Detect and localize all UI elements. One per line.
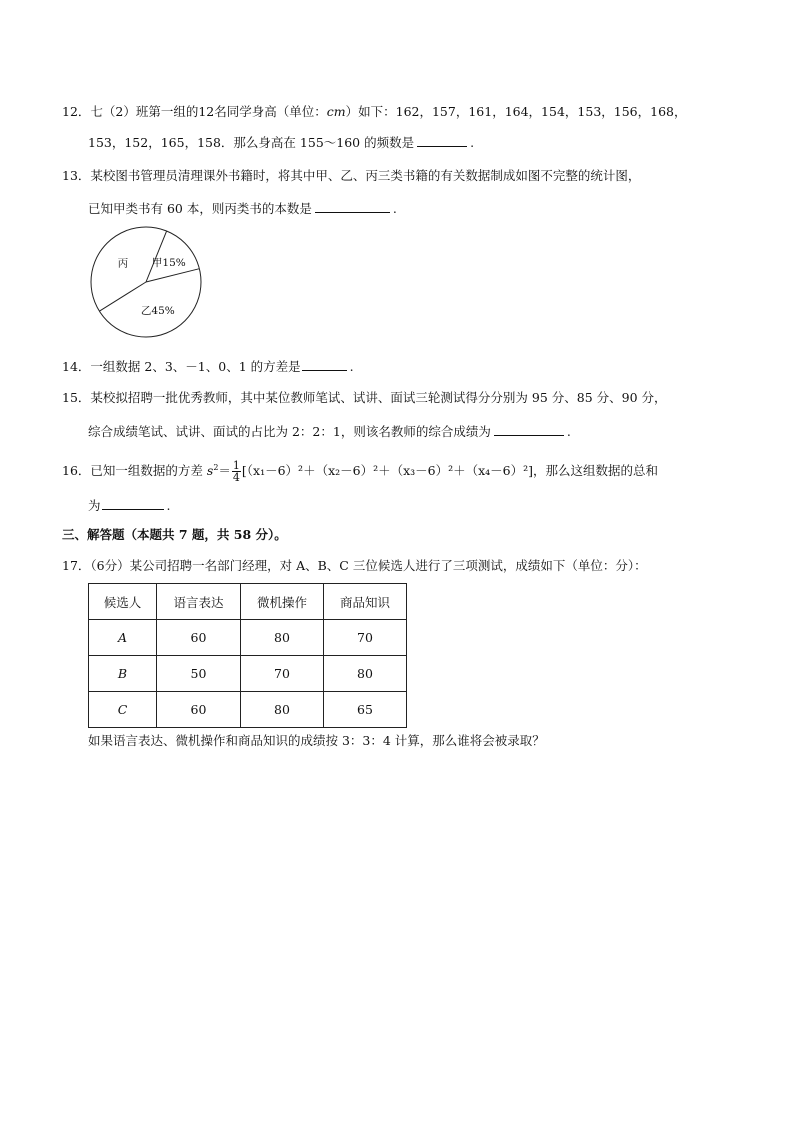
pie-slice-label: 丙 — [117, 257, 129, 270]
q15-text-line2: 综合成绩笔试、试讲、面试的占比为 2：2：1，则该名教师的综合成绩为 — [88, 424, 491, 439]
q12-text-line2: 153，152，165，158．那么身高在 155～160 的频数是 — [88, 135, 415, 150]
q12-line2 — [88, 134, 474, 151]
table-cell: 80 — [241, 692, 324, 728]
q16-text-pre: 16．已知一组数据的方差 — [62, 463, 203, 479]
table-cell: 60 — [157, 620, 241, 656]
q17-score-table — [88, 583, 407, 728]
table-header-cell: 语言表达 — [157, 584, 241, 620]
q16-fraction — [232, 460, 241, 483]
pie-chart — [88, 225, 208, 345]
table-cell: 70 — [241, 656, 324, 692]
table-row — [89, 620, 407, 656]
q12-answer-blank[interactable] — [417, 134, 467, 147]
q17-question: 如果语言表达、微机操作和商品知识的成绩按 3：3：4 计算，那么谁将会被录取？ — [88, 733, 545, 748]
table-cell: 50 — [157, 656, 241, 692]
q16-frac-den: 4 — [232, 471, 240, 485]
table-row — [89, 656, 407, 692]
q13-end: . — [392, 201, 397, 216]
q16-formula: [（x₁－6）²＋（x₂－6）²＋（x₃－6）²＋（x₄－6）²] — [241, 463, 534, 479]
table-cell-candidate: B — [89, 656, 157, 692]
q14-end: . — [349, 359, 354, 374]
q16-s: s — [206, 463, 214, 479]
table-cell: 60 — [157, 692, 241, 728]
table-header-cell: 商品知识 — [324, 584, 407, 620]
pie-slice-divider — [99, 282, 146, 311]
q16-end: . — [166, 498, 171, 513]
pie-slice-divider — [146, 269, 199, 282]
q15-answer-blank[interactable] — [494, 423, 564, 436]
q15-line1: 15．某校拟招聘一批优秀教师，其中某位教师笔试、试讲、面试三轮测试得分分别为 95 分、85 分、90 分， — [62, 390, 667, 405]
q14-text: 14．一组数据 2、3、－1、0、1 的方差是 — [62, 359, 301, 374]
table-cell: 80 — [324, 656, 407, 692]
table-row — [89, 692, 407, 728]
table-cell: 80 — [241, 620, 324, 656]
q13-answer-blank[interactable] — [315, 200, 390, 213]
q16-s-exponent: 2 — [213, 463, 219, 472]
q16-text-line2: 为 — [88, 498, 101, 513]
q12-text-post: ）如下：162，157，161，164，154，153，156，168， — [345, 104, 687, 119]
q14-answer-blank[interactable] — [302, 358, 347, 371]
table-header-row — [89, 584, 407, 620]
q16-frac-num: 1 — [232, 459, 240, 473]
q16-line2 — [88, 497, 171, 514]
q12-line1 — [62, 104, 687, 120]
table-cell-candidate: C — [89, 692, 157, 728]
q16-equals: ＝ — [218, 463, 231, 479]
pie-slice-label: 乙45% — [140, 304, 175, 317]
pie-slice-label: 甲15% — [151, 257, 186, 270]
q12-end: . — [470, 135, 475, 150]
q13-line2 — [88, 200, 397, 217]
q12-unit: cm — [326, 104, 346, 119]
table-cell: 65 — [324, 692, 407, 728]
q16-line1 — [62, 456, 658, 483]
q15-end: . — [566, 424, 571, 439]
q14-line — [62, 358, 354, 375]
q17-intro: 17．（6分）某公司招聘一名部门经理，对 A、B、C 三位候选人进行了三项测试，成绩如下（单位：分）： — [62, 558, 647, 573]
table-cell: 70 — [324, 620, 407, 656]
q15-line2 — [88, 423, 571, 440]
q13-text-line2: 已知甲类书有 60 本，则丙类书的本数是 — [88, 201, 312, 216]
q13-line1: 13．某校图书管理员清理课外书籍时，将其中甲、乙、丙三类书籍的有关数据制成如图不完整的统计图， — [62, 168, 641, 183]
table-header-cell: 候选人 — [89, 584, 157, 620]
table-header-cell: 微机操作 — [241, 584, 324, 620]
q16-text-post: ，那么这组数据的总和 — [533, 463, 659, 479]
q12-text-pre: 12．七（2）班第一组的12名同学身高（单位： — [62, 104, 327, 119]
q16-answer-blank[interactable] — [102, 497, 164, 510]
table-cell-candidate: A — [89, 620, 157, 656]
section3-title: 三、解答题（本题共 7 题，共 58 分）。 — [62, 527, 287, 542]
